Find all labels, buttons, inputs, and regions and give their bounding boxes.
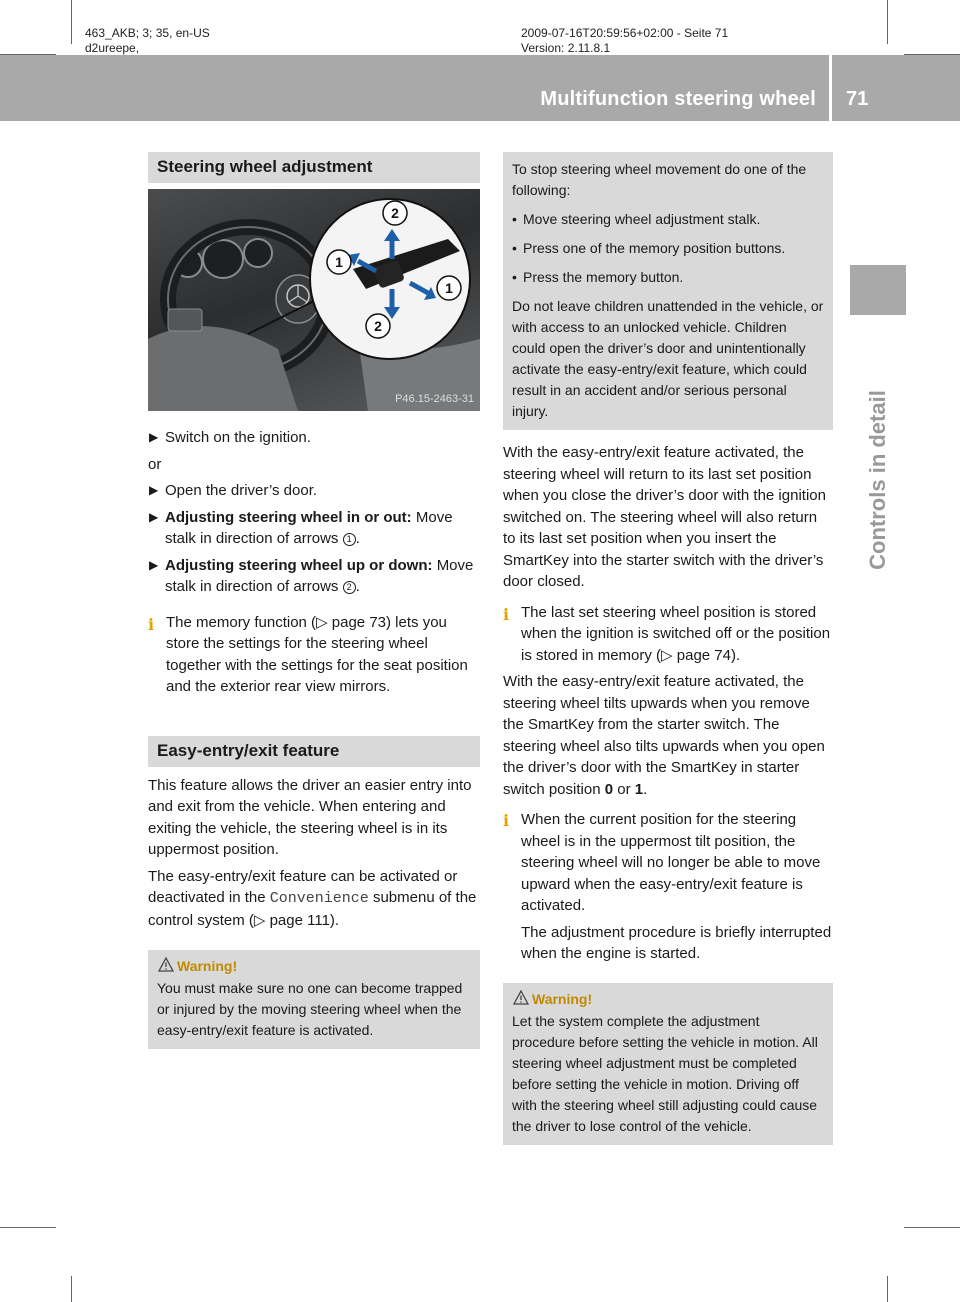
- crop-mark: [904, 1227, 960, 1228]
- info-text: The last set steering wheel position is stored when the ignition is switched off or the position is stored in memory (: [521, 603, 831, 664]
- position-0: 0: [604, 780, 614, 798]
- doc-id: 463_AKB; 3; 35, en-US: [85, 26, 210, 40]
- warning-triangle-icon: [158, 957, 174, 972]
- info-text: ).: [731, 646, 741, 664]
- list-item: [512, 238, 824, 259]
- step-open-door: [148, 480, 480, 502]
- para-text: submenu of the control system (: [148, 889, 477, 929]
- step-text: Move stalk in direction of arrows: [165, 556, 474, 595]
- bullet-text: Press the memory button.: [523, 269, 684, 285]
- section-heading-steering-adjustment: Steering wheel adjustment: [148, 152, 480, 183]
- cockpit-illustration: [148, 189, 480, 411]
- crop-mark: [71, 1276, 72, 1302]
- doc-version: Version: 2.11.8.1: [521, 41, 611, 55]
- step-label: Adjusting steering wheel up or down:: [165, 556, 433, 574]
- callout-1-left: 1: [335, 254, 343, 270]
- list-item: [512, 267, 824, 288]
- side-tab-label: [850, 315, 906, 645]
- info-icon: i: [148, 614, 155, 634]
- step-label: Adjusting steering wheel in or out:: [165, 508, 412, 526]
- page-ref[interactable]: page 111: [269, 911, 330, 929]
- info-text: When the current position for the steering wheel is in the uppermost tilt position, the steering wheel will no longer be able to move upward when the easy-entry/exit feature is activated.: [521, 811, 821, 914]
- menu-name: Convenience: [269, 890, 369, 907]
- photo-code: P46.15-2463-31: [395, 393, 474, 405]
- callout-2-bottom: 2: [374, 318, 382, 334]
- box-warning-text: Do not leave children unattended in the vehicle, or with access to an unlocked vehicle. Children could open the driver’s door and unintentionally activate the easy-entry/exit feature, which could result in an accident and/or serious personal injury.: [512, 298, 824, 419]
- step-text: Open the driver’s door.: [165, 482, 318, 499]
- header-separator: [829, 55, 832, 121]
- right-column: [503, 152, 833, 1145]
- warning-title: [532, 991, 824, 1007]
- easy-entry-description: This feature allows the driver an easier entry into and exit from the vehicle. When entering and exiting the vehicle, the steering wheel is in its uppermost position.: [148, 776, 472, 858]
- warning-box-left: [148, 950, 480, 1049]
- page-ref-arrow-icon: ▷: [316, 613, 328, 631]
- or-text: or: [148, 455, 162, 473]
- info-text: ) lets you store the settings for the steering wheel together with the settings for the seat position and the exterior rear view mirrors.: [166, 613, 468, 695]
- info-icon: i: [503, 604, 510, 624]
- para-text: The easy-entry/exit feature can be activated or deactivated in the: [148, 867, 458, 906]
- easy-entry-activation: [148, 866, 480, 932]
- para-text: or: [617, 780, 631, 798]
- arrow-callout-1: 1: [343, 533, 356, 546]
- left-column: [148, 152, 480, 1049]
- warning-title-text: Warning!: [532, 990, 593, 1007]
- page-ref[interactable]: page 74: [676, 646, 731, 664]
- page-ref-arrow-icon: ▷: [661, 646, 673, 664]
- print-metadata-right: [521, 26, 728, 56]
- chapter-title: Multifunction steering wheel: [540, 88, 816, 110]
- step-adjust-in-out: ▶ Adjusting steering wheel in or out: Move stalk in direction of arrows 1 .: [149, 508, 453, 547]
- tilt-upwards-text: [503, 671, 833, 800]
- steering-stalk-photo: [148, 189, 480, 411]
- stop-movement-box: [503, 152, 833, 430]
- para-text: ).: [329, 911, 340, 929]
- print-metadata-left: [85, 26, 210, 56]
- warning-triangle-icon: [513, 990, 529, 1005]
- bullet-marker: •: [512, 211, 517, 227]
- bullet-marker: •: [512, 269, 517, 285]
- bullet-marker: •: [512, 240, 517, 256]
- info-last-position: [503, 602, 833, 667]
- position-1: 1: [634, 780, 644, 798]
- list-item: [512, 209, 824, 230]
- step-text: Switch on the ignition.: [165, 429, 311, 446]
- info-text: The memory function (: [166, 613, 317, 631]
- bullet-text: Move steering wheel adjustment stalk.: [523, 211, 761, 227]
- callout-2-top: 2: [391, 205, 399, 221]
- return-position-text: With the easy-entry/exit feature activated, the steering wheel will return to its last set position when you close the driver’s door with the ignition switched on. The steering wheel will also return to its last set position when you insert the SmartKey into the starter switch with the driver’s door closed.: [503, 444, 826, 590]
- warning-title-text: Warning!: [177, 958, 238, 974]
- info-text: The adjustment procedure is briefly interrupted when the engine is started.: [521, 923, 832, 962]
- para-text: With the easy-entry/exit feature activated, the steering wheel tilts upwards when you remove the SmartKey from the starter switch. The steering wheel also tilts upwards when you open the driver’s door with the SmartKey in starter switch position: [503, 673, 825, 798]
- section-heading-easy-entry: Easy-entry/exit feature: [148, 736, 480, 767]
- side-tab-text: Controls in detail: [865, 390, 890, 570]
- info-icon: i: [503, 811, 510, 830]
- warning-text: You must make sure no one can become trapped or injured by the moving steering wheel when the easy-entry/exit feature is activated.: [157, 980, 463, 1038]
- page-ref[interactable]: page 73: [331, 613, 387, 631]
- warning-box-right: [503, 983, 833, 1145]
- triangle-right-icon: ▶: [149, 430, 159, 444]
- step-text: Move stalk in direction of arrows: [165, 508, 453, 547]
- triangle-right-icon: ▶: [149, 557, 159, 572]
- arrow-callout-2: 2: [343, 581, 356, 594]
- info-memory-function: [148, 612, 480, 698]
- step-adjust-up-down: ▶ Adjusting steering wheel up or down: Move stalk in direction of arrows 2 .: [149, 556, 474, 595]
- crop-mark: [887, 0, 888, 44]
- bullet-text: Press one of the memory position buttons.: [523, 240, 786, 256]
- side-tab-marker: [850, 265, 906, 315]
- page-number: 71: [846, 88, 869, 110]
- doc-user: d2ureepe,: [85, 41, 140, 55]
- crop-mark: [887, 1276, 888, 1302]
- warning-title: [177, 958, 471, 974]
- warning-text: Let the system complete the adjustment procedure before setting the vehicle in motion. All steering wheel adjustment must be completed before setting the vehicle in motion. Driving off with the steering wheel still adjusting could cause the driver to lose control of the vehicle.: [512, 1012, 818, 1134]
- triangle-right-icon: ▶: [149, 483, 159, 497]
- triangle-right-icon: ▶: [149, 509, 159, 524]
- box-intro: To stop steering wheel movement do one of the following:: [512, 161, 807, 198]
- callout-1-right: 1: [445, 280, 453, 296]
- step-switch-on-ignition: [148, 427, 480, 449]
- para-text: .: [643, 780, 648, 798]
- info-uppermost-position: [503, 809, 833, 965]
- page-ref-arrow-icon: ▷: [253, 911, 266, 929]
- doc-timestamp: 2009-07-16T20:59:56+02:00 - Seite 71: [521, 26, 729, 40]
- crop-mark: [0, 1227, 56, 1228]
- crop-mark: [71, 0, 72, 44]
- page-header-bar: [0, 55, 960, 121]
